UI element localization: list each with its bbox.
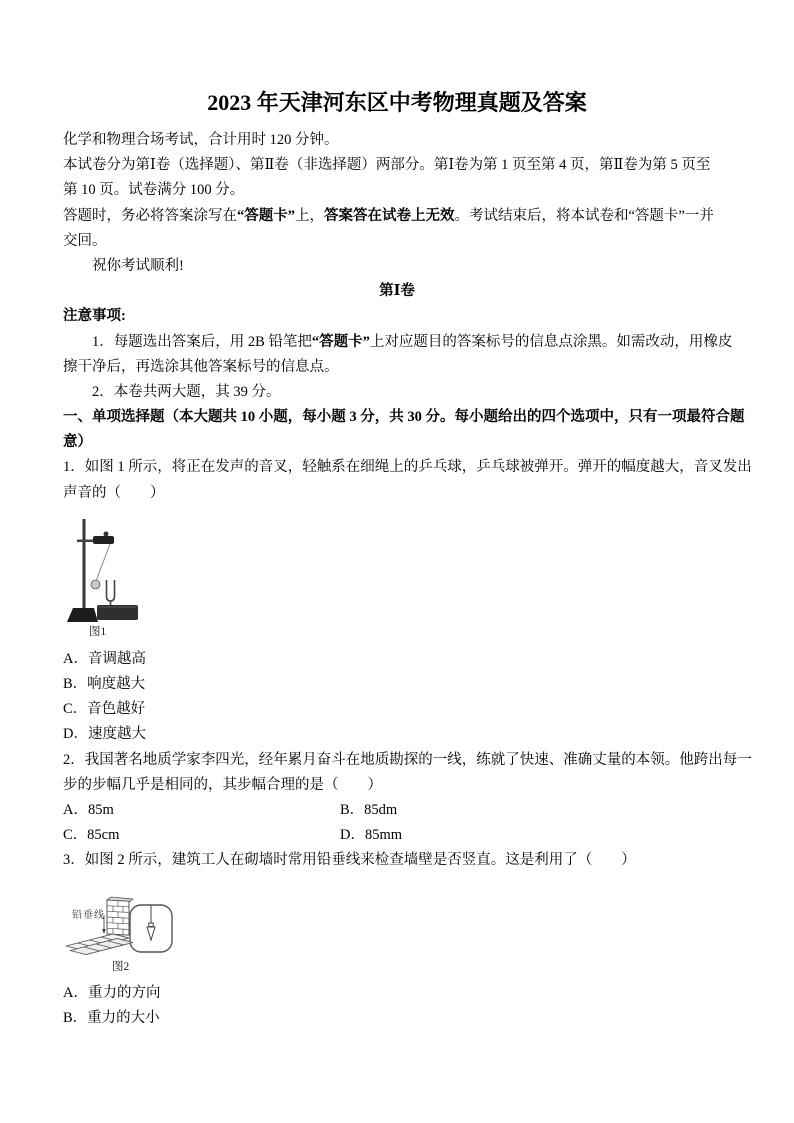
figure-1 xyxy=(63,506,731,641)
question-1-option-b: B．响度越大 xyxy=(63,676,146,692)
plumb-line-annotation: 铅垂线 xyxy=(72,909,105,921)
intro-line-3: 第 10 页。试卷满分 100 分。 xyxy=(63,182,245,199)
invalid-answer-bold: 答案答在试卷上无效 xyxy=(324,207,455,224)
volume-1-heading: 第Ⅰ卷 xyxy=(379,283,415,300)
figure-1-caption: 图1 xyxy=(89,625,107,638)
notes-heading: 注意事项: xyxy=(63,308,126,325)
note-2: 2．本卷共两大题，其 39 分。 xyxy=(92,383,281,400)
intro-text: 上， xyxy=(295,207,324,224)
question-2-option-a: A．85m xyxy=(63,801,114,818)
stand-base xyxy=(67,608,98,622)
intro-line-5: 交回。 xyxy=(63,232,107,249)
question-3-option-b: B．重力的大小 xyxy=(63,1009,160,1026)
tuning-fork-experiment-figure xyxy=(65,512,145,623)
answer-card-bold: “答题卡” xyxy=(237,207,295,224)
intro-line-2: 本试卷分为第Ⅰ卷（选择题）、第Ⅱ卷（非选择题）两部分。第Ⅰ卷为第 1 页至第 4 页，第Ⅱ卷为第 5 页至 xyxy=(63,157,711,174)
question-2-option-d: D．85mm xyxy=(340,827,403,844)
question-2-options-row-1 xyxy=(63,798,731,823)
question-2-stem-line-2: 步的步幅几乎是相同的，其步幅合理的是（ ） xyxy=(63,776,382,793)
intro-line-1: 化学和物理合场考试，合计用时 120 分钟。 xyxy=(63,132,339,148)
figure-2-caption: 图2 xyxy=(112,960,130,973)
intro-text: 。考试结束后，将本试卷和“答题卡”一并 xyxy=(454,207,714,224)
string xyxy=(96,544,110,581)
answer-card-bold: “答题卡” xyxy=(311,333,370,350)
tuning-fork xyxy=(107,580,115,601)
figure-2 xyxy=(63,874,731,977)
clamp xyxy=(93,536,114,544)
document-title: 2023 年天津河东区中考物理真题及答案 xyxy=(207,90,587,115)
question-2-option-b: B．85dm xyxy=(340,801,398,818)
section-1-heading-line-1: 一、单项选择题（本大题共 10 小题，每小题 3 分，共 30 分。每小题给出的四个选项中，只有一项最符合题 xyxy=(63,409,745,426)
plumb-line-wall-figure xyxy=(63,889,183,957)
note-text: 1．每题选出答案后，用 2B 铅笔把 xyxy=(92,333,312,350)
question-1-stem-line-1: 1．如图 1 所示，将正在发声的音叉，轻触系在细绳上的乒乓球，乒乓球被弹开。弹开的幅度越大，音叉发出 xyxy=(63,459,752,476)
section-1-heading-line-2: 意） xyxy=(63,434,92,451)
clamp-knob xyxy=(104,531,109,536)
question-2-option-c: C．85cm xyxy=(63,827,120,844)
question-2-stem-line-1: 2．我国著名地质学家李四光，经年累月奋斗在地质勘探的一线，练就了快速、准确丈量的本领。他跨出每一 xyxy=(63,751,752,768)
ping-pong-ball xyxy=(91,580,100,589)
note-text: 上对应题目的答案标号的信息点涂黑。如需改动，用橡皮 xyxy=(369,333,733,350)
wall-plumb-bob xyxy=(102,929,105,934)
intro-line-4 xyxy=(63,204,731,229)
question-1-option-d: D．速度越大 xyxy=(63,726,146,743)
question-2-options-row-2 xyxy=(63,823,731,848)
question-1-option-c: C．音色越好 xyxy=(63,701,146,718)
question-3-stem-line-1: 3．如图 2 所示，建筑工人在砌墙时常用铅垂线来检查墙壁是否竖直。这是利用了（ ） xyxy=(63,852,636,869)
brick-wall xyxy=(107,900,129,935)
question-1-stem-line-2: 声音的（ ） xyxy=(63,484,165,501)
floor-bricks xyxy=(66,934,133,955)
intro-text: 答题时，务必将答案涂写在 xyxy=(63,207,237,224)
note-1-line-1 xyxy=(63,330,731,355)
wish-line: 祝你考试顺利! xyxy=(92,257,184,274)
note-1-line-2: 擦干净后，再选涂其他答案标号的信息点。 xyxy=(63,358,339,375)
plumb-bob-cap xyxy=(149,923,153,927)
question-3-option-a: A．重力的方向 xyxy=(63,984,161,1001)
stand-pole xyxy=(83,519,86,611)
question-1-option-a: A．音调越高 xyxy=(63,650,146,667)
